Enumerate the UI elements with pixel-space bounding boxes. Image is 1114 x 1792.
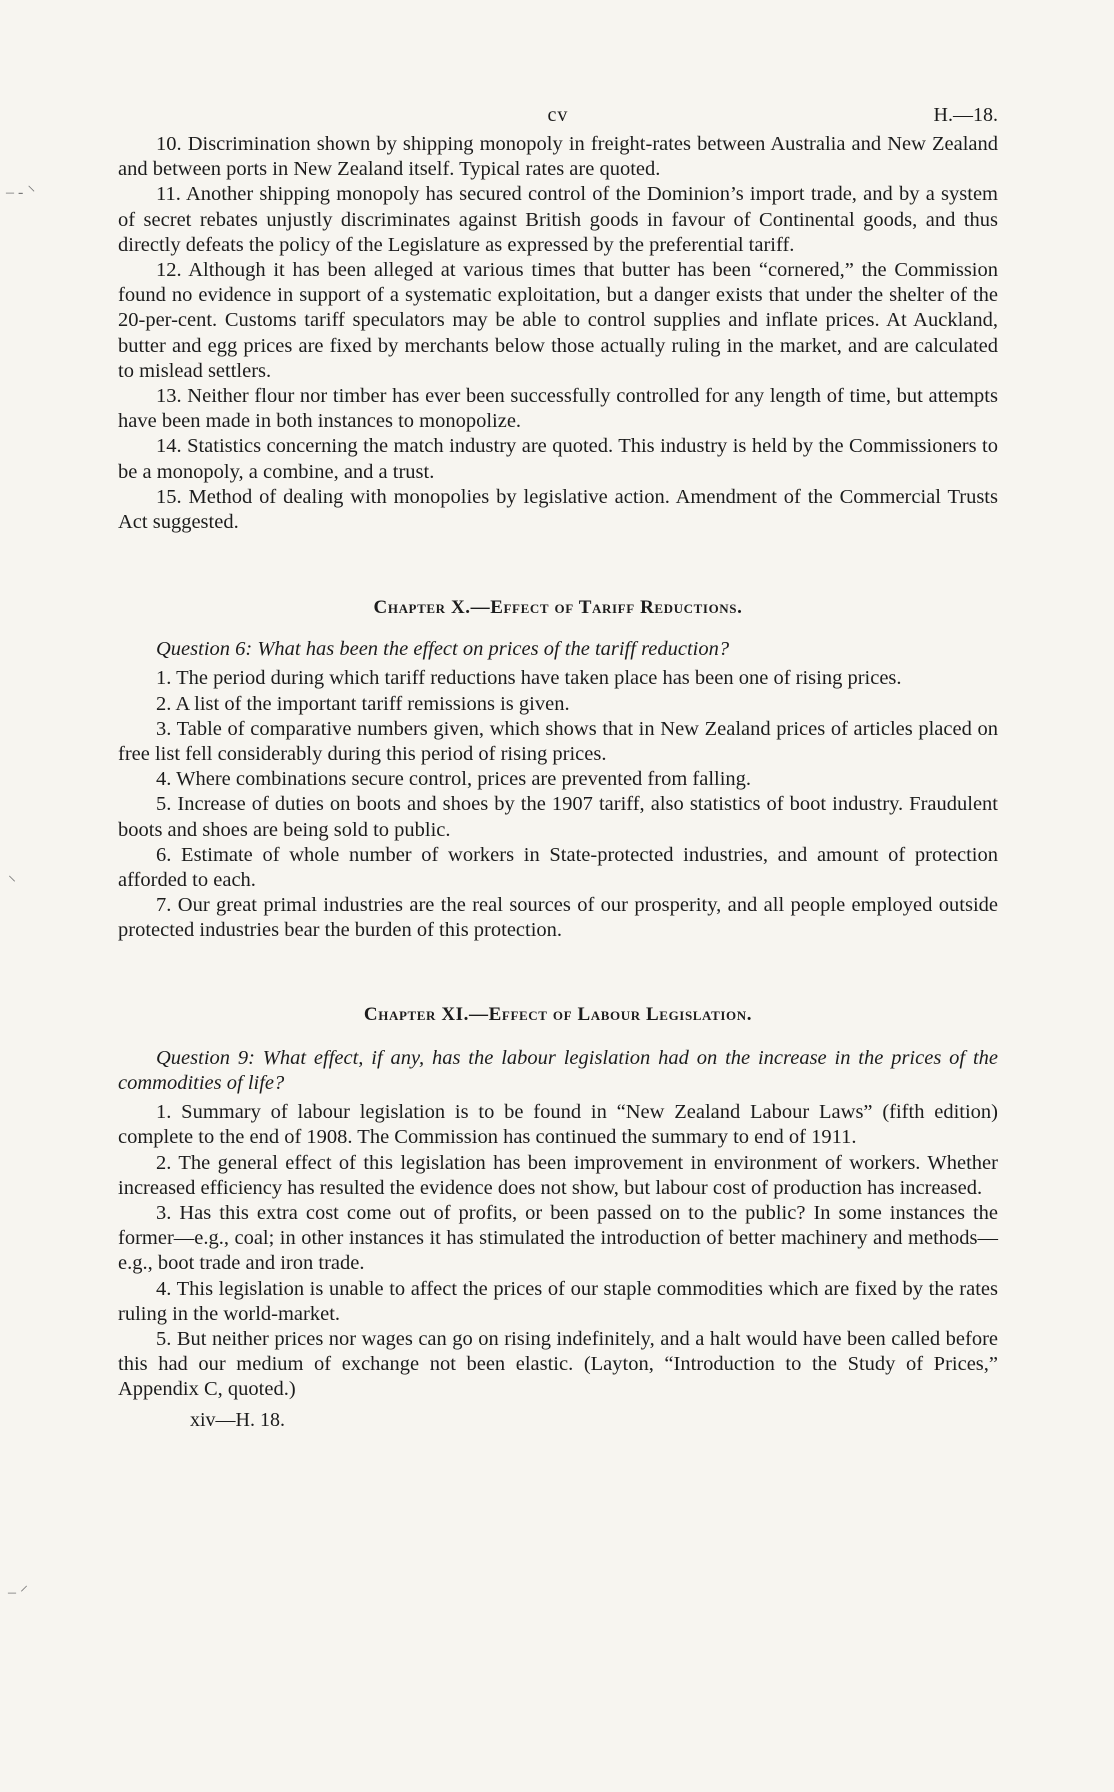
chapter-x-heading: Chapter X.—Effect of Tariff Reductions.	[373, 597, 743, 619]
margin-mark: – ‑ ⸌	[6, 184, 36, 201]
intro-section	[118, 132, 998, 535]
chapter-x-item: 4. Where combinations secure control, prices are prevented from falling.	[156, 768, 752, 791]
page-header	[118, 96, 998, 132]
chapter-x-item: 5. Increase of duties on boots and shoes by the 1907 tariff, also statistics of boot industry. Fraudulent boots and shoes are being sold to public.	[118, 793, 998, 841]
chapter-x-item: 7. Our great primal industries are the real sources of our prosperity, and all people employed outside protected industries bear the burden of this protection.	[118, 894, 998, 942]
chapter-xi-item: 4. This legislation is unable to affect the prices of our staple commodities which are fixed by the rates ruling in the world-market.	[118, 1277, 998, 1325]
chapter-xi-item: 1. Summary of labour legislation is to be found in “New Zealand Labour Laws” (fifth edition) complete to the end of 1908. The Commission has continued the summary to end of 1911.	[118, 1101, 998, 1149]
chapter-xi-item: 2. The general effect of this legislation has been improvement in environment of workers. Whether increased efficiency has resulted the evidence does not show, but labour cost of production has increased.	[118, 1151, 998, 1199]
margin-mark: – ⸍	[8, 1584, 29, 1601]
paragraph-14: 14. Statistics concerning the match industry are quoted. This industry is held by the Commissioners to be a monopoly, a combine, and a trust.	[118, 435, 998, 483]
chapter-x-section	[118, 637, 998, 943]
chapter-x-item: 6. Estimate of whole number of workers in State-protected industries, and amount of protection afforded to each.	[118, 843, 998, 892]
chapter-xi-heading: Chapter XI.—Effect of Labour Legislation.	[363, 1003, 753, 1025]
document-page	[118, 96, 998, 1433]
signature-mark: xiv—H. 18.	[190, 1408, 285, 1431]
document-reference: H.—18.	[933, 104, 998, 126]
chapter-x-item: 1. The period during which tariff reductions have taken place has been one of rising prices.	[156, 667, 902, 690]
chapter-xi-item: 5. But neither prices nor wages can go on rising indefinitely, and a halt would have been called before this had our medium of exchange not been elastic. (Layton, “Introduction to the Study of Prices,” Appendix C, quoted.)	[118, 1327, 998, 1401]
paragraph-15: 15. Method of dealing with monopolies by legislative action. Amendment of the Commercial Trusts Act suggested.	[118, 485, 998, 534]
page-number: cv	[547, 104, 569, 126]
chapter-xi-section	[118, 1046, 998, 1403]
chapter-x-item: 2. A list of the important tariff remissions is given.	[156, 692, 570, 715]
chapter-xi-item: 3. Has this extra cost come out of profits, or been passed on to the public? In some instances the former—e.g., coal; in other instances it has stimulated the introduction of better machinery and methods—e.g., boot trade and iron trade.	[118, 1201, 998, 1275]
margin-mark: ⸌	[8, 874, 17, 891]
chapter-x-question: Question 6: What has been the effect on prices of the tariff reduction?	[156, 638, 730, 661]
paragraph-10: 10. Discrimination shown by shipping monopoly in freight-rates between Australia and New Zealand and between ports in New Zealand itself. Typical rates are quoted.	[118, 133, 998, 181]
paragraph-11: 11. Another shipping monopoly has secured control of the Dominion’s import trade, and by a system of secret rebates unjustly discriminates against British goods in favour of Continental goods, and thus directly defeats the policy of the Legislature as expressed by the preferential tariff.	[118, 183, 998, 256]
chapter-xi-question: Question 9: What effect, if any, has the labour legislation had on the increase in the prices of the commodities of life?	[118, 1046, 998, 1094]
paragraph-13: 13. Neither flour nor timber has ever been successfully controlled for any length of time, but attempts have been made in both instances to monopolize.	[118, 385, 998, 433]
paragraph-12: 12. Although it has been alleged at various times that butter has been “cornered,” the Commission found no evidence in support of a systematic exploitation, but a danger exists that under the shelter of the 20-per-cent. Customs tariff speculators may be able to control supplies and inflate prices. At Auckland, butter and egg prices are fixed by merchants below those actually ruling in the market, and are calculated to mislead settlers.	[118, 259, 998, 382]
chapter-x-item: 3. Table of comparative numbers given, which shows that in New Zealand prices of articles placed on free list fell considerably during this period of rising prices.	[118, 717, 998, 766]
